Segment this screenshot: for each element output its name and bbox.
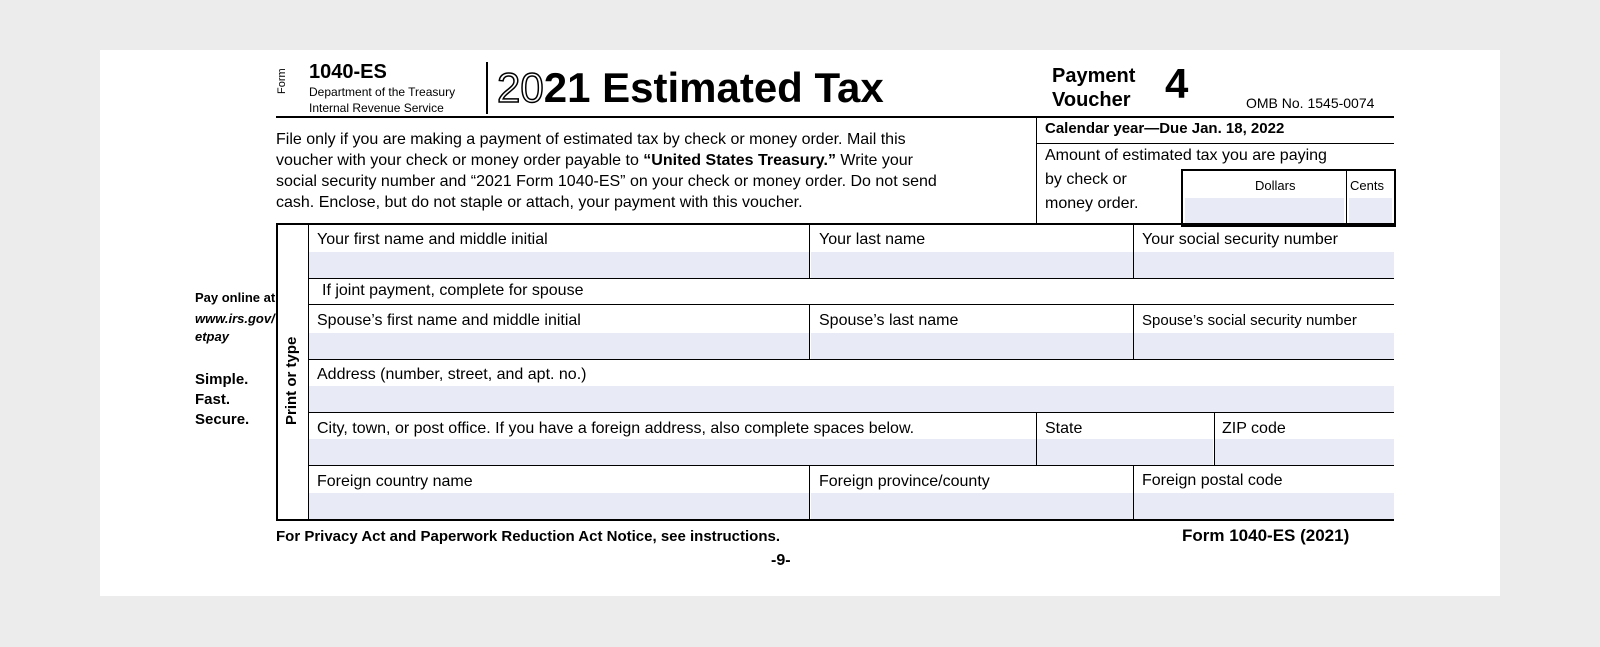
first-name-label: Your first name and middle initial bbox=[317, 231, 548, 248]
cents-label: Cents bbox=[1350, 178, 1384, 193]
pay-online-line-1: Pay online at bbox=[195, 290, 276, 305]
voucher-card bbox=[100, 50, 1500, 596]
due-date-rule bbox=[1036, 143, 1394, 144]
payment-label-2: Voucher bbox=[1052, 89, 1131, 111]
ssn-input[interactable] bbox=[1134, 252, 1394, 278]
instructions-line-3: social security number and “2021 Form 1040-ES” on your check or money order. Do not send bbox=[276, 173, 937, 190]
address-input[interactable] bbox=[309, 386, 1394, 412]
omb-number: OMB No. 1545-0074 bbox=[1246, 95, 1375, 111]
joint-payment-note: If joint payment, complete for spouse bbox=[322, 282, 584, 299]
row4-divider-2 bbox=[1214, 413, 1215, 465]
privacy-notice: For Privacy Act and Paperwork Reduction Act Notice, see instructions. bbox=[276, 528, 781, 545]
instructions-line-4: cash. Enclose, but do not staple or attach, your payment with this voucher. bbox=[276, 194, 803, 211]
address-label: Address (number, street, and apt. no.) bbox=[317, 366, 587, 383]
form-number: 1040-ES bbox=[309, 61, 387, 83]
row2-divider-2 bbox=[1133, 305, 1134, 359]
department-line-1: Department of the Treasury bbox=[309, 85, 456, 99]
foreign-postal-label: Foreign postal code bbox=[1142, 472, 1283, 489]
voucher-number: 4 bbox=[1165, 60, 1189, 107]
zip-input[interactable] bbox=[1215, 439, 1394, 465]
tagline-simple: Simple. bbox=[195, 371, 249, 388]
payment-box-left-border bbox=[1036, 116, 1037, 224]
state-input[interactable] bbox=[1037, 439, 1213, 465]
cents-input[interactable] bbox=[1349, 198, 1392, 223]
row5-divider-2 bbox=[1133, 466, 1134, 519]
year-outline: 20 bbox=[497, 64, 544, 111]
spouse-ssn-label: Spouse’s social security number bbox=[1142, 312, 1357, 329]
title-text: Estimated Tax bbox=[602, 64, 884, 111]
due-date: Calendar year—Due Jan. 18, 2022 bbox=[1045, 120, 1285, 137]
foreign-province-label: Foreign province/county bbox=[819, 473, 990, 490]
dollars-label: Dollars bbox=[1255, 178, 1296, 193]
row1-bottom-rule bbox=[309, 278, 1394, 279]
city-label: City, town, or post office. If you have a foreign address, also complete spaces below. bbox=[317, 420, 915, 437]
row2-bottom-rule bbox=[309, 359, 1394, 360]
amount-line-2: by check or bbox=[1045, 171, 1127, 188]
instructions-line-2-pre: voucher with your check or money order payable to bbox=[276, 152, 644, 169]
amount-line-1: Amount of estimated tax you are paying bbox=[1045, 147, 1327, 164]
row1-divider-1 bbox=[809, 224, 810, 278]
spouse-ssn-input[interactable] bbox=[1134, 333, 1394, 359]
foreign-province-input[interactable] bbox=[811, 493, 1133, 519]
form-id: Form 1040-ES (2021) bbox=[1182, 526, 1350, 545]
tagline bbox=[195, 370, 249, 430]
ssn-label: Your social security number bbox=[1142, 231, 1338, 248]
department-line-2: Internal Revenue Service bbox=[309, 101, 444, 115]
tagline-fast: Fast. bbox=[195, 391, 231, 408]
row1-divider-2 bbox=[1133, 224, 1134, 278]
row4-bottom-rule bbox=[309, 465, 1394, 466]
pay-online-url[interactable] bbox=[195, 310, 275, 346]
dollars-input[interactable] bbox=[1185, 198, 1344, 223]
foreign-country-label: Foreign country name bbox=[317, 473, 473, 490]
first-name-input[interactable] bbox=[309, 252, 809, 278]
spouse-first-name-label: Spouse’s first name and middle initial bbox=[317, 312, 581, 329]
payee-name: “United States Treasury.” bbox=[643, 152, 836, 169]
joint-note-rule bbox=[309, 304, 1394, 305]
amount-line-3: money order. bbox=[1045, 195, 1139, 212]
city-input[interactable] bbox=[309, 439, 1036, 465]
grid-left-border bbox=[276, 223, 278, 520]
grid-bottom-rule bbox=[276, 519, 1394, 521]
year-bold: 21 bbox=[543, 64, 591, 111]
page-number: -9- bbox=[771, 552, 791, 569]
row3-bottom-rule bbox=[309, 412, 1394, 413]
pay-online-url-line-1[interactable]: www.irs.gov/ bbox=[195, 311, 275, 326]
spouse-last-name-input[interactable] bbox=[811, 333, 1133, 359]
instructions-line-2-post: Write your bbox=[835, 152, 914, 169]
last-name-input[interactable] bbox=[811, 252, 1133, 278]
payment-label-1: Payment bbox=[1052, 65, 1136, 87]
row2-divider-1 bbox=[809, 305, 810, 359]
form-title bbox=[497, 64, 884, 112]
tagline-secure: Secure. bbox=[195, 411, 250, 428]
grid-top-rule bbox=[276, 223, 1394, 225]
header-bottom-rule bbox=[276, 116, 1394, 118]
zip-label: ZIP code bbox=[1222, 420, 1286, 437]
instructions-line-2 bbox=[276, 150, 913, 171]
cents-divider bbox=[1346, 171, 1347, 225]
print-or-type-label: Print or type bbox=[283, 336, 300, 425]
last-name-label: Your last name bbox=[819, 231, 926, 248]
row4-divider-1 bbox=[1036, 413, 1037, 465]
form-word: Form bbox=[276, 68, 288, 94]
instructions-line-1: File only if you are making a payment of estimated tax by check or money order. Mail this bbox=[276, 131, 906, 148]
spouse-first-name-input[interactable] bbox=[309, 333, 809, 359]
foreign-postal-input[interactable] bbox=[1134, 493, 1394, 519]
pay-online-url-line-2[interactable]: etpay bbox=[195, 329, 229, 344]
header-divider bbox=[486, 62, 488, 114]
row5-divider-1 bbox=[809, 466, 810, 519]
amount-box bbox=[1181, 169, 1396, 227]
spouse-last-name-label: Spouse’s last name bbox=[819, 312, 959, 329]
foreign-country-input[interactable] bbox=[309, 493, 809, 519]
state-label: State bbox=[1045, 420, 1083, 437]
